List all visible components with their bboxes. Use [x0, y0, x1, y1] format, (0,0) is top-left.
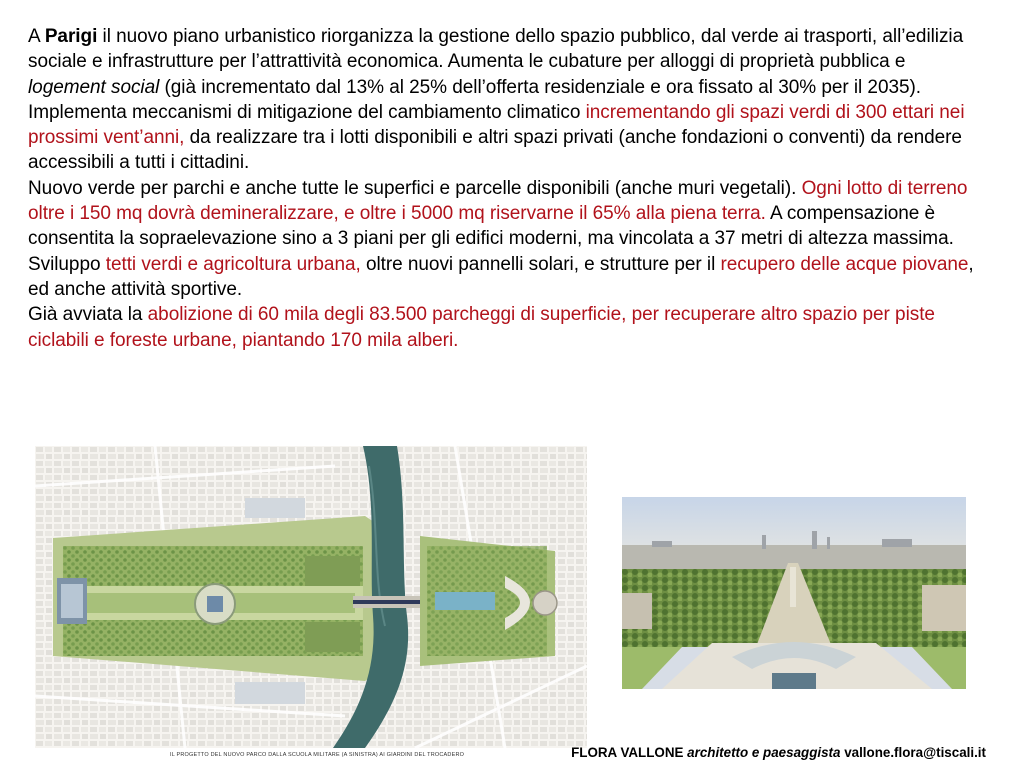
highlight-lots: Ogni lotto di terreno oltre i 150 mq dovrà demineralizzare, e oltre i 5000 mq riservarne il 65% alla piena terra.: [28, 177, 968, 225]
city-name: Parigi: [44, 26, 98, 47]
text-run: il nuovo piano urbanistico riorganizza la gestione dello spazio pubblico, dal verde ai trasporti, all’edilizia sociale e infrastrutture per l’attrattività economica. Aumenta le cubature per alloggi di proprietà pubblica e: [28, 26, 964, 73]
park-rendering-photo: [622, 497, 966, 689]
text-run: A compensazione è consentita la sopraelevazione sino a 3 piani per gli edifici moderni, ma vincolata a 37 metri di altezza massima. Sviluppo: [28, 203, 954, 275]
park-master-plan-image: [35, 446, 587, 748]
author-email: vallone.flora@tiscali.it: [844, 745, 986, 760]
paragraph-parking: [28, 302, 978, 353]
highlight-rainwater: recupero delle acque piovane: [720, 253, 969, 275]
highlight-parking: abolizione di 60 mila degli 83.500 parcheggi di superficie, per recuperare altro spazio per piste ciclabili e foreste urbane, piantando 170 mila alberi.: [28, 304, 935, 351]
author-role: architetto e paesaggista: [683, 745, 845, 760]
text-run: Già avviata la: [28, 304, 148, 326]
text-run: , ed anche attività sportive.: [28, 253, 974, 300]
text-run: oltre nuovi pannelli solari, e strutture per il: [360, 253, 721, 275]
text-run: A: [28, 26, 45, 47]
rendering-drawing: [622, 497, 966, 689]
author-name: FLORA VALLONE: [571, 745, 684, 760]
italic-term: logement social: [28, 76, 160, 98]
text-run: da realizzare tra i lotti disponibili e altri spazi privati (anche fondazioni o conventi) da rendere accessibili a tutti i cittadini.: [28, 127, 962, 174]
text-run: Nuovo verde per parchi e anche tutte le superfici e parcelle disponibili (anche muri vegetali).: [28, 177, 802, 199]
master-plan-drawing: [35, 446, 587, 748]
text-run: (già incrementato dal 13% al 25% dell’offerta residenziale e ora fissato al 30% per il 2035). Implementa meccanismi di mitigazione del cambiamento climatico: [28, 76, 922, 123]
paragraph-intro: [28, 24, 978, 176]
paragraph-green: [28, 176, 978, 302]
main-text: [28, 24, 978, 353]
highlight-green-roofs: tetti verdi e agricoltura urbana,: [105, 253, 361, 275]
author-footer: [571, 745, 986, 760]
highlight-green-areas: incrementando gli spazi verdi di 300 ettari nei prossimi vent’anni,: [28, 101, 965, 149]
plan-caption: IL PROGETTO DEL NUOVO PARCO DALLA SCUOLA MILITARE (A SINISTRA) AI GIARDINI DEL TROCADERO: [170, 752, 465, 758]
